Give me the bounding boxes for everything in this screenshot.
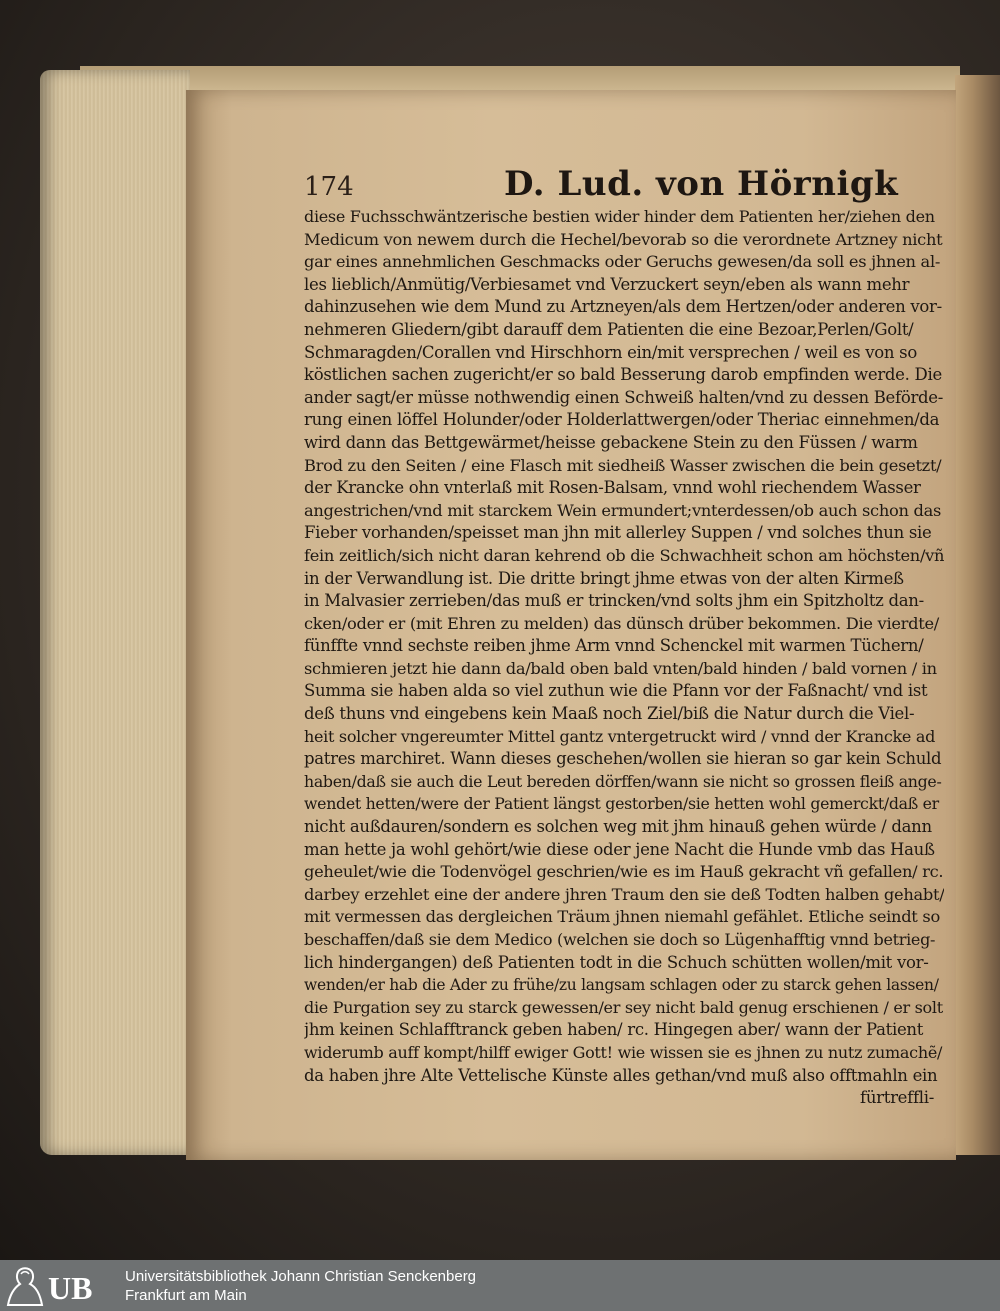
library-name	[125, 1267, 476, 1305]
text-line: Schmaragden/Corallen vnd Hirschhorn ein/mit versprechen / weil es von so	[304, 342, 917, 362]
page-text	[304, 206, 944, 1110]
text-line: fein zeitlich/sich nicht daran kehrend ob die Schwachheit schon am höchsten/vñ	[304, 545, 944, 565]
text-line: mit vermessen das dergleichen Träum jhnen niemahl gefählet. Etliche seindt so	[304, 907, 940, 927]
text-line: wendet hetten/were der Patient längst gestorben/sie hetten wohl gemerckt/daß er	[304, 794, 939, 814]
ub-logo-icon[interactable]	[4, 1264, 116, 1307]
text-line: jhm keinen Schlafftranck geben haben/ rc. Hingegen aber/ wann der Patient	[304, 1020, 924, 1040]
page-header	[304, 160, 944, 204]
text-line: Brod zu den Seiten / eine Flasch mit siedheiß Wasser zwischen die bein gesetzt/	[304, 455, 942, 475]
text-line: dahinzusehen wie dem Mund zu Artzneyen/als dem Hertzen/oder anderen vor-	[304, 297, 942, 317]
library-name-line1: Universitätsbibliothek Johann Christian Senckenberg	[125, 1268, 477, 1285]
text-line: deß thuns vnd eingebens kein Maaß noch Ziel/biß die Natur durch die Viel-	[304, 704, 915, 724]
text-line: les lieblich/Anmütig/Verbiesamet vnd Verzuckert seyn/eben als wann mehr	[304, 274, 910, 294]
text-line: köstlichen sachen zugericht/er so bald Besserung darob empfinden werde. Die	[304, 365, 942, 385]
library-footer	[0, 1260, 1000, 1311]
text-line: darbey erzehlet eine der andere jhren Traum den sie deß Todten halben gehabt/	[304, 884, 944, 904]
text-line: diese Fuchsschwäntzerische bestien wider hinder dem Patienten her/ziehen den	[304, 207, 935, 226]
running-head: D. Lud. von Hörnigk	[504, 164, 899, 204]
text-line: Summa sie haben alda so viel zuthun wie die Pfann vor der Faßnacht/ vnd ist	[304, 681, 928, 701]
text-line: wenden/er hab die Ader zu frühe/zu langsam schlagen oder zu starck gehen lassen/	[304, 976, 939, 995]
text-line: in Malvasier zerrieben/das muß er trincken/vnd solts jhm ein Spitzholtz dan-	[304, 591, 924, 611]
facing-page-edge	[955, 75, 1000, 1155]
text-line: fürtreffli-	[860, 1088, 934, 1108]
text-line: widerumb auff kompt/hilff ewiger Gott! wie wissen sie es jhnen zu nutz zumachẽ/	[304, 1042, 943, 1062]
text-line: heit solcher vngereumter Mittel gantz vntergetruckt wird / vnnd der Krancke ad	[304, 726, 936, 746]
text-line: die Purgation sey zu starck gewessen/er sey nicht bald genug erschienen / er solt	[304, 997, 943, 1017]
text-line: geheulet/wie die Todenvögel geschrien/wie es im Hauß gekracht vñ gefallen/ rc.	[304, 862, 944, 882]
text-line: gar eines annehmlichen Geschmacks oder Geruchs gewesen/da soll es jhnen al-	[304, 252, 941, 272]
text-line: Medicum von newem durch die Hechel/bevorab so die verordnete Artzney nicht	[304, 229, 943, 249]
text-line: nehmeren Gliedern/gibt darauff dem Patienten die eine Bezoar,Perlen/Golt/	[304, 319, 914, 339]
text-line: haben/daß sie auch die Leut bereden dörffen/wann sie nicht so grossen fleiß ange-	[304, 771, 942, 791]
book-page	[186, 90, 956, 1160]
text-line: Fieber vorhanden/speisset man jhn mit allerley Suppen / vnd solches thun sie	[304, 523, 932, 543]
text-line: da haben jhre Alte Vettelische Künste alles gethan/vnd muß also offtmahln ein	[304, 1065, 938, 1085]
svg-text:UB: UB	[48, 1270, 93, 1306]
library-name-line2: Frankfurt am Main	[125, 1287, 247, 1304]
text-line: wird dann das Bettgewärmet/heisse gebackene Stein zu den Füssen / warm	[304, 432, 918, 452]
text-line: ander sagt/er müsse nothwendig einen Schweiß halten/vnd zu dessen Beförde-	[304, 387, 944, 407]
text-line: schmieren jetzt hie dann da/bald oben bald vnten/bald hinden / bald vornen / in	[304, 658, 937, 678]
text-line: cken/oder er (mit Ehren zu melden) das dünsch drüber bekommen. Die vierdte/	[304, 613, 939, 633]
text-line: angestrichen/vnd mit starckem Wein ermundert;vnterdessen/ob auch schon das	[304, 500, 942, 520]
book-top-edge	[80, 66, 960, 92]
text-line: in der Verwandlung ist. Die dritte bringt jhme etwas von der alten Kirmeß	[304, 568, 904, 588]
text-line: man hette ja wohl gehört/wie diese oder jene Nacht die Hunde vmb das Hauß	[304, 839, 935, 859]
page-number: 174	[304, 172, 354, 202]
text-line: fünffte vnnd sechste reiben jhme Arm vnnd Schenckel mit warmen Tüchern/	[304, 636, 924, 656]
text-line: der Krancke ohn vnterlaß mit Rosen-Balsam, vnnd wohl riechendem Wasser	[304, 478, 921, 498]
book-page-edges	[40, 70, 190, 1155]
text-line: patres marchiret. Wann dieses geschehen/wollen sie hieran so gar kein Schuld	[304, 749, 942, 769]
text-line: rung einen löffel Holunder/oder Holderlattwergen/oder Theriac einnehmen/da	[304, 410, 940, 430]
text-line: beschaffen/daß sie dem Medico (welchen sie doch so Lügenhafftig vnnd betrieg-	[304, 930, 936, 949]
text-line: lich hindergangen) deß Patienten todt in die Schuch schütten wollen/mit vor-	[304, 952, 929, 972]
text-line: nicht außdauren/sondern es solchen weg mit jhm hinauß gehen würde / dann	[304, 817, 932, 837]
